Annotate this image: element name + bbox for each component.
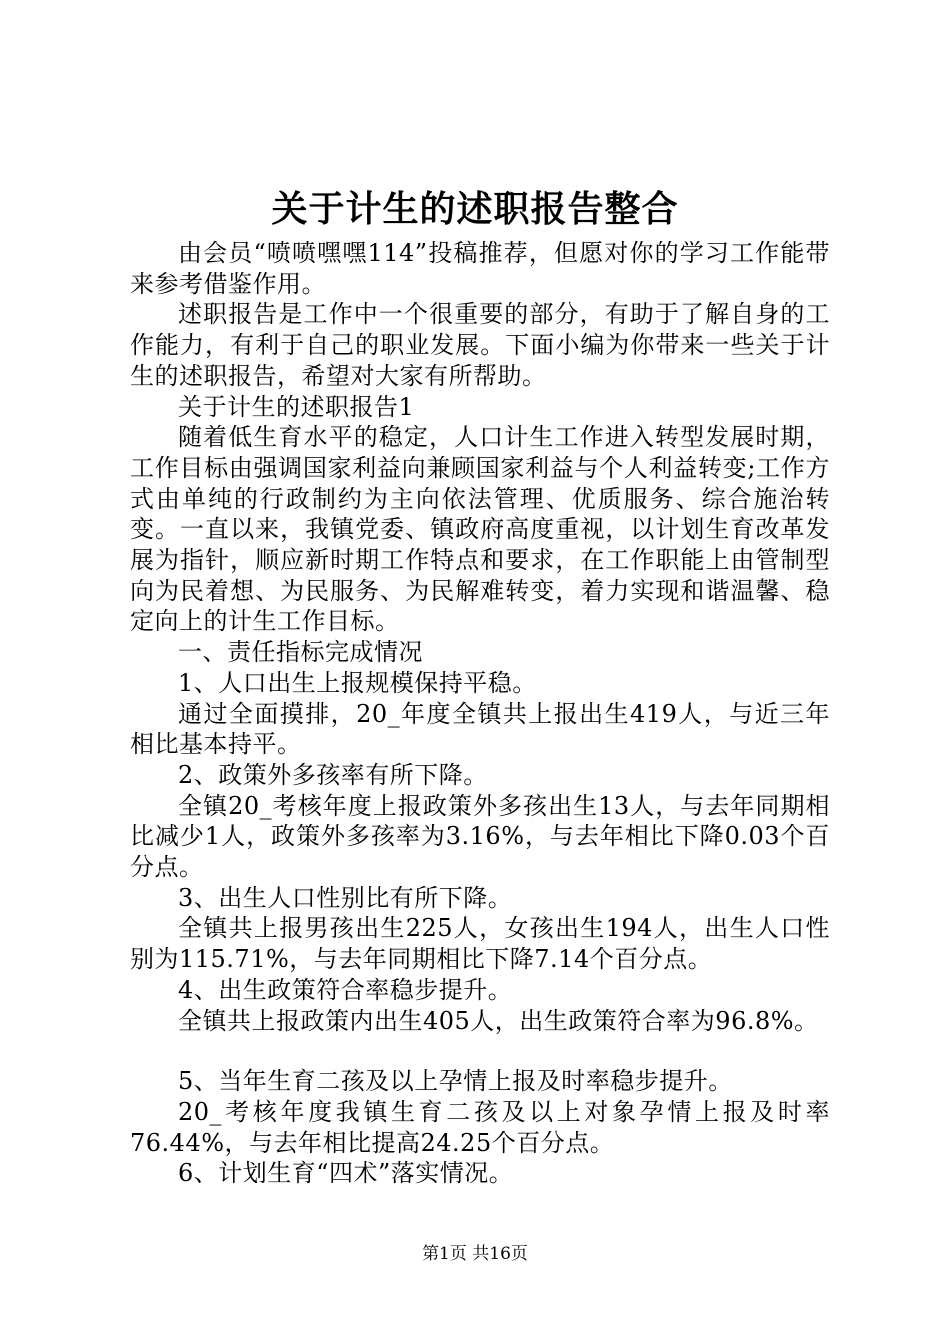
item-body-1: 通过全面摸排，20_年度全镇共上报出生419人，与近三年相比基本持平。 <box>130 699 830 759</box>
section-heading-report-1: 关于计生的述职报告1 <box>178 392 415 421</box>
document-title: 关于计生的述职报告整合 <box>271 188 679 230</box>
item-heading-2: 2、政策外多孩率有所下降。 <box>178 760 488 789</box>
section-heading-targets: 一、责任指标完成情况 <box>178 638 423 667</box>
item-heading-1: 1、人口出生上报规模保持平稳。 <box>178 668 537 697</box>
item-heading-5: 5、当年生育二孩及以上孕情上报及时率稳步提升。 <box>178 1067 733 1096</box>
item-heading-3: 3、出生人口性别比有所下降。 <box>178 883 513 912</box>
item-body-3: 全镇共上报男孩出生225人，女孩出生194人，出生人口性别为115.71%，与去年同期相比下降7.14个百分点。 <box>130 914 830 974</box>
paragraph-intro: 述职报告是工作中一个很重要的部分，有助于了解自身的工作能力，有利于自己的职业发展。下面小编为你带来一些关于计生的述职报告，希望对大家有所帮助。 <box>130 300 830 390</box>
item-body-2: 全镇20_考核年度上报政策外多孩出生13人，与去年同期相比减少1人，政策外多孩率为3.16%，与去年相比下降0.03个百分点。 <box>130 791 830 882</box>
item-body-4: 全镇共上报政策内出生405人，出生政策符合率为96.8%。 <box>178 1006 819 1035</box>
item-body-5: 20_考核年度我镇生育二孩及以上对象孕情上报及时率76.44%，与去年相比提高24.25个百分点。 <box>130 1097 830 1157</box>
paragraph-intro-note: 由会员“喷喷嘿嘿114”投稿推荐，但愿对你的学习工作能带来参考借鉴作用。 <box>130 239 830 298</box>
item-heading-4: 4、出生政策符合率稳步提升。 <box>178 975 513 1004</box>
item-heading-6: 6、计划生育“四术”落实情况。 <box>178 1159 514 1188</box>
paragraph-background: 随着低生育水平的稳定，人口计生工作进入转型发展时期，工作目标由强调国家利益向兼顾国家利益与个人利益转变;工作方式由单纯的行政制约为主向依法管理、优质服务、综合施治转变。一直以来，我镇党委、镇政府高度重视，以计划生育改革发展为指针，顺应新时期工作特点和要求，在工作职能上由管制型向为民着想、为民服务、为民解难转变，着力实现和谐温馨、稳定向上的计生工作目标。 <box>130 423 830 636</box>
page-number: 第1页 共16页 <box>422 1244 528 1264</box>
document-body <box>130 238 830 1189</box>
